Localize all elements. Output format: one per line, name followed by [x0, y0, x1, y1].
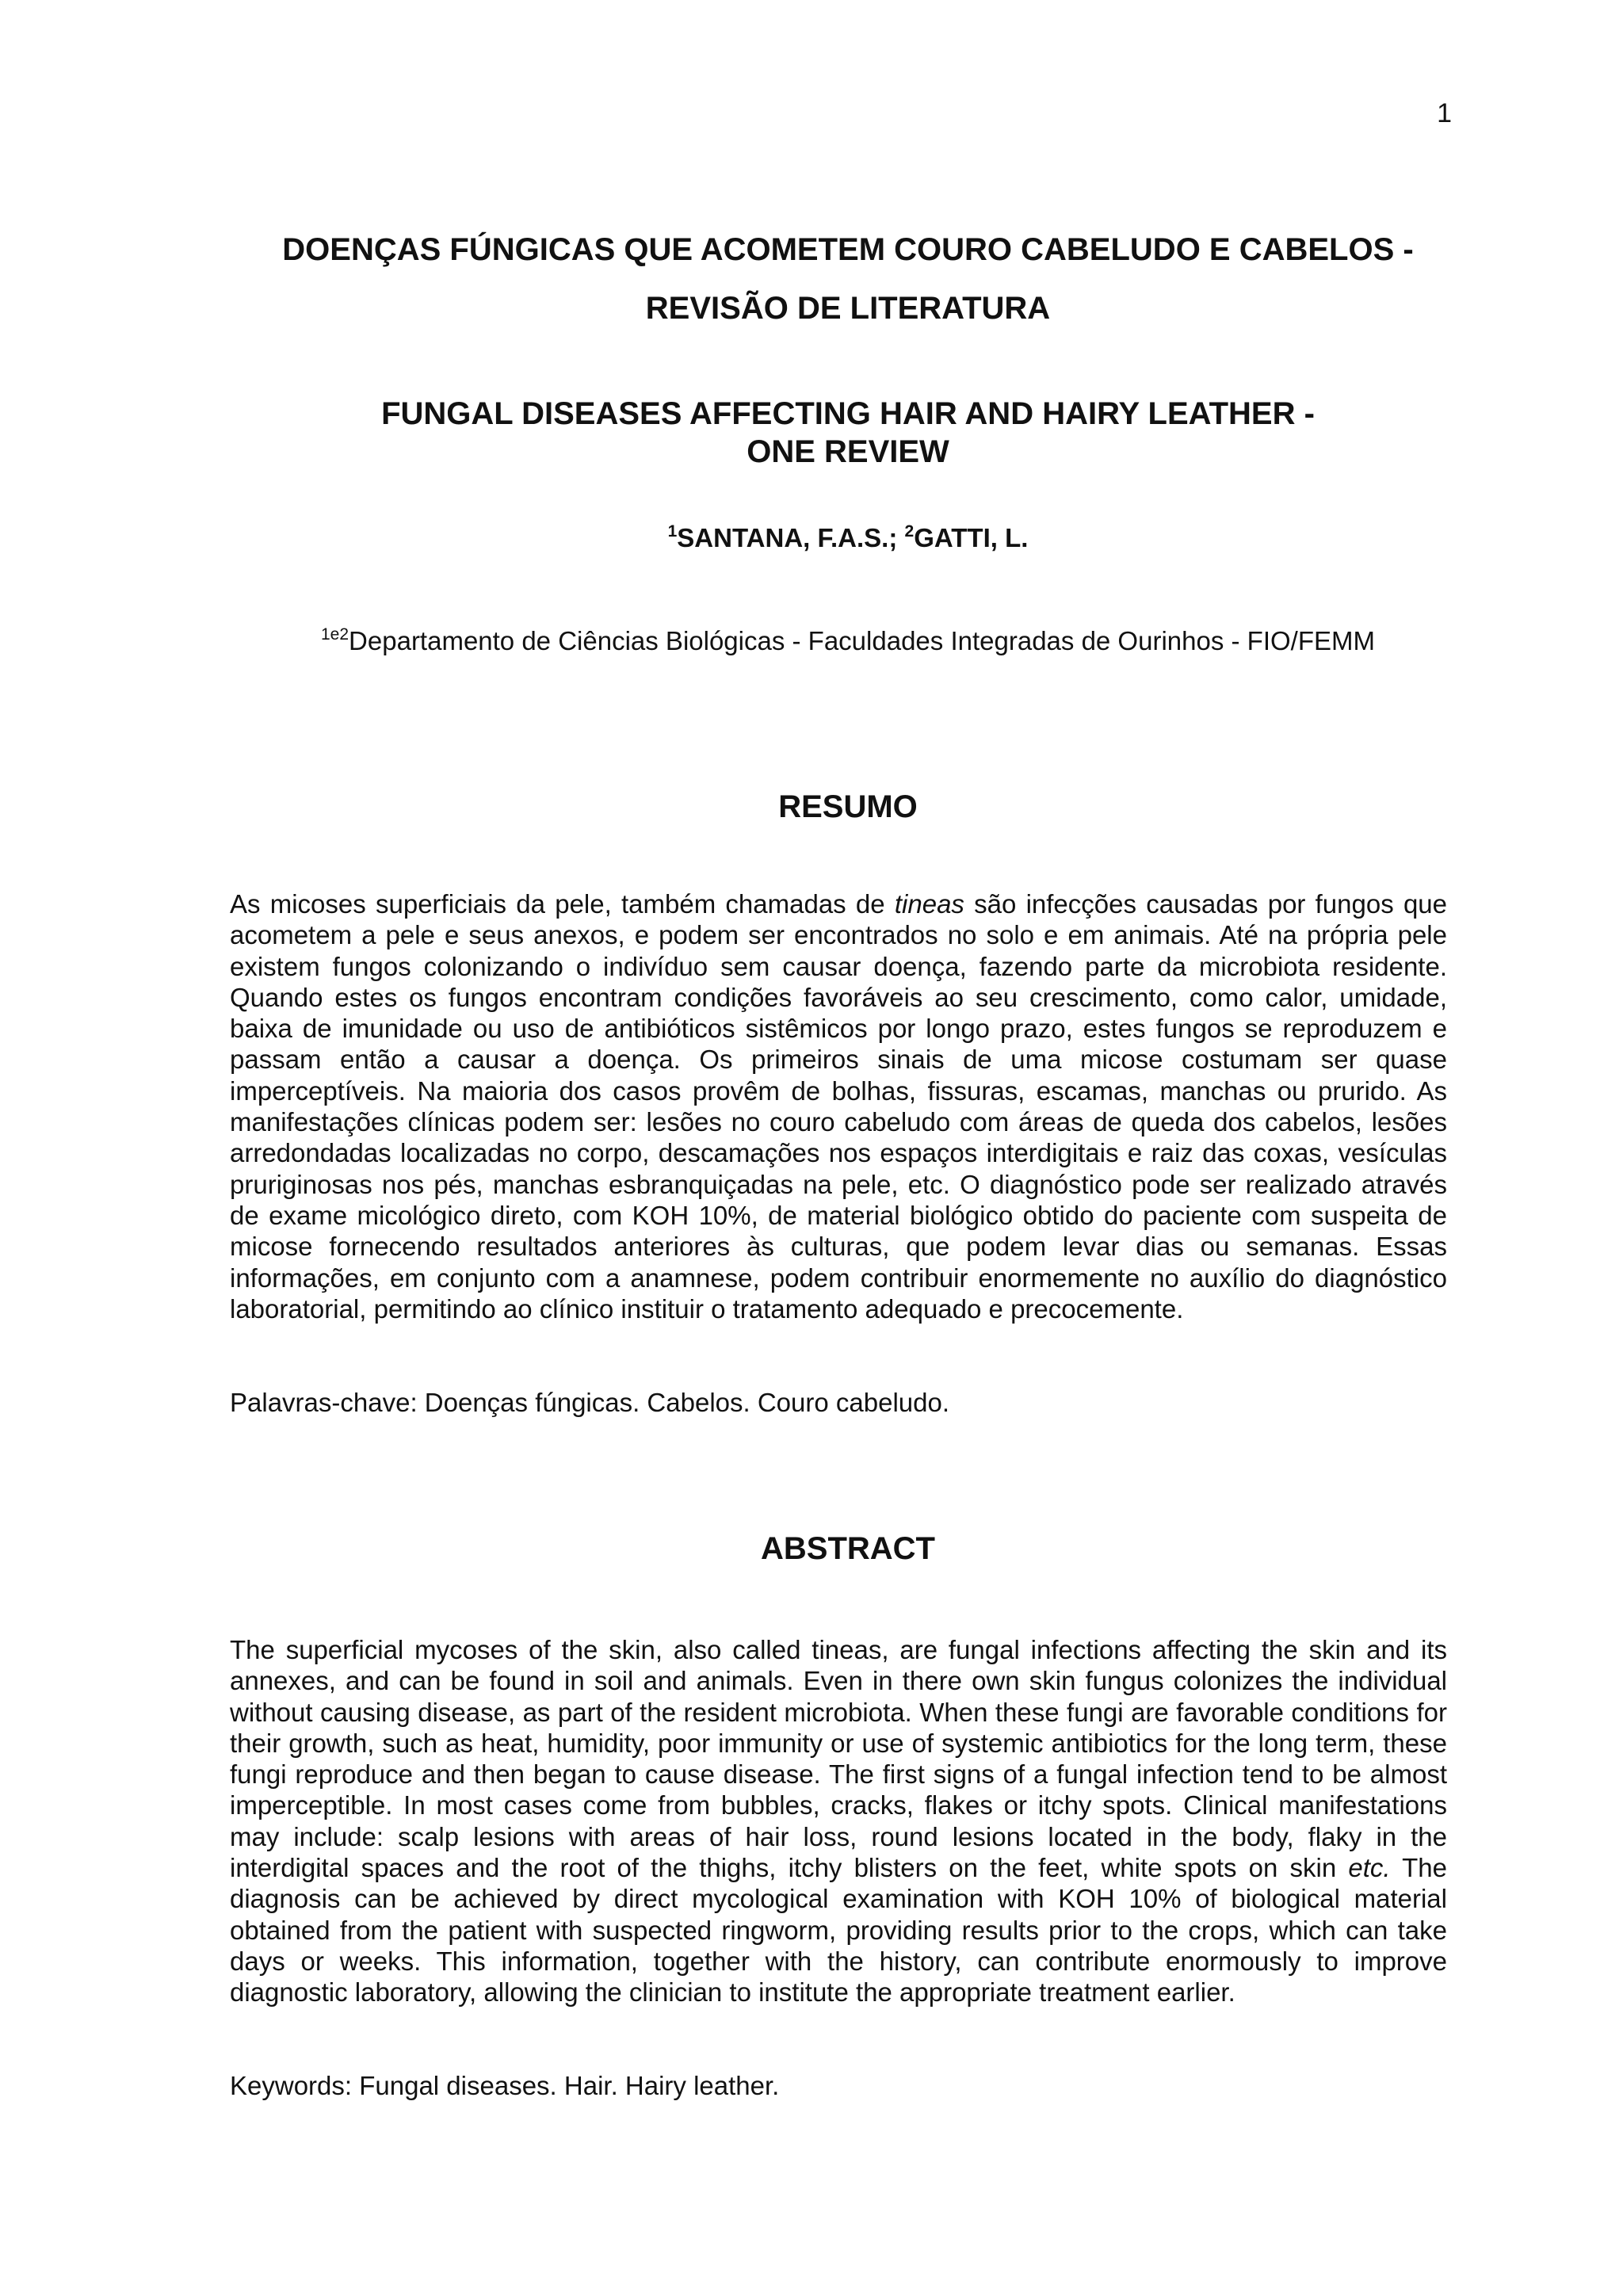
abstract-text-start: The superficial mycoses of the skin, also called tineas, are fungal infections affecting the skin and its annexes, and can be found in soil and animals. Even in there own skin fungus colonizes the individual without causing disease, as part of the resident microbiota. When these fungi are favorable conditions for their growth, such as heat, humidity, poor immunity or use of systemic antibiotics for the long term, these fungi reproduce and then began to cause disease. The first signs of a fungal infection tend to be almost imperceptible. In most cases come from bubbles, cracks, flakes or itchy spots. Clinical manifestations may include: scalp lesions with areas of hair loss, round lesions located in the body, flaky in the interdigital spaces and the root of the thighs, itchy blisters on the feet, white spots on skin	[230, 1635, 1447, 1883]
affiliation	[230, 626, 1466, 656]
resumo-text-end: são infecções causadas por fungos que acometem a pele e seus anexos, e podem ser encontrados no solo e em animais. Até na própria pele existem fungos colonizando o indivíduo sem causar doença, fazendo parte da microbiota residente. Quando estes os fungos encontram condições favoráveis ao seu crescimento, como calor, umidade, baixa de imunidade ou uso de antibióticos sistêmicos por longo prazo, estes fungos se reproduzem e passam então a causar a doença. Os primeiros sinais de uma micose costumam ser quase imperceptíveis. Na maioria dos casos provêm de bolhas, fissuras, escamas, manchas ou prurido. As manifestações clínicas podem ser: lesões no couro cabeludo com áreas de queda dos cabelos, lesões arredondadas localizadas no corpo, descamações nos espaços interdigitais e raiz das coxas, vesículas pruriginosas nos pés, manchas esbranquiçadas na pele, etc. O diagnóstico pode ser realizado através de exame micológico direto, com KOH 10%, de material biológico obtido do paciente com suspeita de micose fornecendo resultados anteriores às culturas, que podem levar dias ou semanas. Essas informações, em conjunto com a anamnese, podem contribuir enormemente no auxílio do diagnóstico laboratorial, permitindo ao clínico instituir o tratamento adequado e precocemente.	[230, 889, 1447, 1324]
abstract-italic-term: etc.	[1348, 1853, 1391, 1883]
abstract-heading: ABSTRACT	[761, 1531, 935, 1566]
author-2-name: GATTI, L.	[914, 523, 1029, 552]
title-portuguese	[262, 220, 1434, 338]
affiliation-superscript: 1e2	[321, 625, 349, 644]
page-number: 1	[1437, 98, 1452, 128]
resumo-italic-term: tineas	[894, 889, 964, 919]
abstract-keywords: Keywords: Fungal diseases. Hair. Hairy leather.	[230, 2071, 780, 2100]
resumo-paragraph	[230, 888, 1447, 1324]
title-english	[262, 395, 1434, 471]
title-en-line-1: FUNGAL DISEASES AFFECTING HAIR AND HAIRY LEATHER -	[381, 396, 1315, 431]
author-1-name: SANTANA, F.A.S.;	[677, 523, 905, 552]
abstract-paragraph	[230, 1634, 1447, 2008]
author-2-superscript: 2	[904, 522, 915, 541]
affiliation-text: Departamento de Ciências Biológicas - Faculdades Integradas de Ourinhos - FIO/FEMM	[349, 626, 1375, 655]
resumo-text-start: As micoses superficiais da pele, também chamadas de	[230, 889, 895, 919]
resumo-keywords: Palavras-chave: Doenças fúngicas. Cabelos. Couro cabeludo.	[230, 1388, 950, 1417]
authors	[262, 523, 1434, 553]
abstract-text-end: The diagnosis can be achieved by direct mycological examination with KOH 10% of biological material obtained from the patient with suspected ringworm, providing results prior to the crops, which can take days or weeks. This information, together with the history, can contribute enormously to improve diagnostic laboratory, allowing the clinician to institute the appropriate treatment earlier.	[230, 1853, 1447, 2008]
author-1-superscript: 1	[667, 522, 678, 541]
title-pt-line-2: REVISÃO DE LITERATURA	[645, 291, 1051, 326]
resumo-heading: RESUMO	[778, 789, 918, 824]
title-en-line-2: ONE REVIEW	[747, 434, 949, 469]
title-pt-line-1: DOENÇAS FÚNGICAS QUE ACOMETEM COURO CABELUDO E CABELOS -	[282, 232, 1414, 267]
